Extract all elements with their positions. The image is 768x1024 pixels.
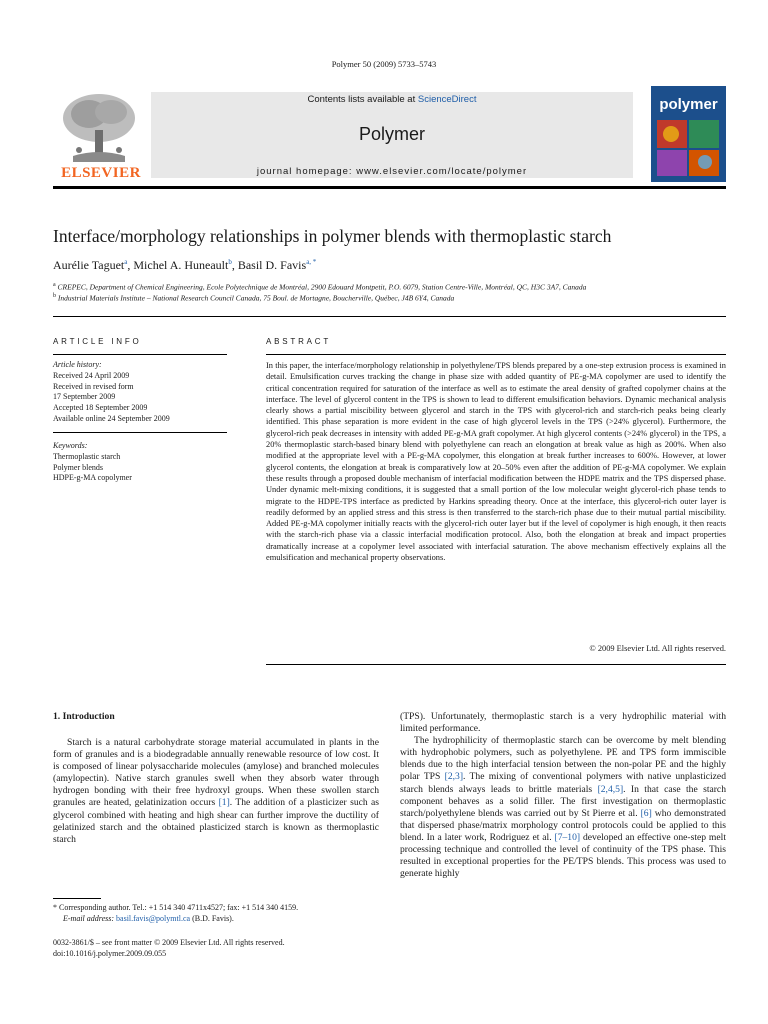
citation-link[interactable]: [1] — [218, 797, 230, 809]
abstract-copyright: © 2009 Elsevier Ltd. All rights reserved. — [589, 644, 726, 653]
keyword-item[interactable]: Thermoplastic starch — [53, 451, 121, 461]
author-separator: , — [127, 258, 134, 272]
contents-prefix: Contents lists available at — [307, 94, 418, 105]
abstract-text: In this paper, the interface/morphology relationship in polyethylene/TPS blends prepared by a one-step extrusion process is examined in detail. Emulsification curves tracking the change in phase size with added quantity of PE-g-MA copolymer are used to identify the critical concentration required for saturation of the interface as well as to estimate the areal density of grafted copolymer chains at the interface. The level of glycerol content in the TPS is shown to lead to different emulsification behaviors. Dynamic mechanical analysis clearly shows a partial miscibility between glycerol and starch in the TPS with glycerol-rich and starch-rich peaks being clearly identified. This phase separation is more evident in the case of high glycerol levels in the TPS (>24% glycerol). Furthermore, the glycerol-rich peak decreases in intensity with added PE-g-MA graft copolymer. At high glycerol contents (>24% glycerol) in the TPS, a 20% thermoplastic starch-based binary blend with polyethylene can reach an elongation at break value as high as 200%. When also modified at the appropriate level with a PE-g-MA copolymer, this elongation at break further increases to 600%. However, at lower glycerol contents, the elongation at break is comparatively low at 20–50% even after the addition of PE-g-MA copolymer. We explain these results through a proposed double mechanism of interfacial modification between the HDPE matrix and the TPS dispersed phase. Under dynamic melt-mixing conditions, it is suggested that a small portion of the low molecular weight glycerol-rich phase tends to migrate to the HDPE-TPS interface as predicted by Harkins spreading theory. Once at the interface, this glycerol-rich outer layer is readily deformed by an applied stress and this stress is then transferred to the starch-rich phase due to their mutual partial miscibility. Added PE-g-MA copolymer initially reacts with the glycerol-rich outer layer but if the level of copolymer is high enough, it then reacts with the starch-rich phase via a classic interfacial modification protocol. Also, both the elongation at break and impact properties dramatically increase at a copolymer level associated with interfacial saturation. The above mechanism effectively explains all the emulsification and mechanical property observations. — [266, 361, 726, 563]
affiliation-mark: b — [53, 293, 56, 299]
cover-art-icon — [651, 86, 726, 182]
journal-homepage-link[interactable]: journal homepage: www.elsevier.com/locate/polymer — [256, 166, 528, 177]
body-column-left — [53, 737, 379, 846]
sciencedirect-link[interactable]: ScienceDirect — [417, 94, 477, 105]
keywords-rule — [53, 432, 227, 433]
journal-masthead — [53, 86, 726, 186]
masthead-rule — [53, 186, 726, 189]
paragraph-text: The hydrophilicity of thermoplastic starch can be overcome by melt blending with hydrophobic polymers, such as polyethylene. PE and TPS form immiscible blends due to the high interfacial tension between the non-polar PE and the highly polar TPS — [400, 735, 726, 783]
header-divider — [53, 316, 726, 317]
email-link[interactable]: basil.favis@polymtl.ca — [116, 914, 191, 923]
front-matter — [53, 937, 285, 959]
author-name[interactable]: Basil D. Favis — [237, 258, 307, 272]
email-label: E-mail address: — [63, 914, 117, 923]
journal-info-box — [151, 92, 633, 178]
section-heading-introduction: 1. Introduction — [53, 711, 115, 722]
author-name[interactable]: Michel A. Huneault — [133, 258, 229, 272]
paragraph-text: . The mixing of conventional polymers with native unplasticized starch blends always leads to brittle materials — [400, 771, 726, 795]
affiliation-text: CREPEC, Department of Chemical Engineering, Ecole Polytechnique de Montréal, 2900 Edouard Montpetit, P.O. 6079, Station Centre-Ville, Montréal, QC, H3C 3A7, Canada — [57, 282, 587, 292]
body-column-right — [400, 711, 726, 880]
author-list — [53, 258, 316, 273]
body-paragraph: (TPS). Unfortunately, thermoplastic starch is a very hydrophilic material with limited performance. — [400, 711, 726, 735]
history-label: Article history: — [53, 360, 102, 369]
paragraph-text: who demonstrated that dispersed phase/matrix morphology control protocols could be applied to this blend. In a later work, Rodriguez et al. — [400, 807, 726, 843]
history-item: Available online 24 September 2009 — [53, 413, 170, 423]
author-separator: , — [231, 258, 238, 272]
paragraph-text: Starch is a natural carbohydrate storage material accumulated in plants in the form of granules and is a biodegradable annually renewable resource of low cost. It is composed of linear polysaccharide molecules (amylose) and branched molecules (amylopectin). Native starch granules swell when they absorb water through hydrogen bonding with their free hydroxyl groups. When these swollen starch granules are heated, gelatinization occurs — [53, 737, 379, 809]
citation-link[interactable]: [2,4,5] — [597, 783, 624, 795]
abstract-rule — [266, 354, 726, 355]
affiliation-text: Industrial Materials Institute – National Research Council Canada, 75 Boul. de Mortagne, Boucherville, Québec, J4B 6Y4, Canada — [57, 293, 455, 303]
citation-link[interactable]: [6] — [640, 807, 652, 819]
affiliation-mark: a — [53, 282, 56, 288]
article-history — [53, 360, 170, 425]
footnote-contact: * Corresponding author. Tel.: +1 514 340 4711x4527; fax: +1 514 340 4159. — [53, 903, 299, 912]
keyword-item[interactable]: HDPE-g-MA copolymer — [53, 473, 132, 483]
keyword-item[interactable]: Polymer blends — [53, 462, 103, 472]
paragraph-text: developed an effective one-step melt processing technique and controlled the level of continuity of the TPS phase. This resulted in exceptional properties for the PE/TPS blends. This process was used to generate highly — [400, 831, 726, 880]
history-item: 17 September 2009 — [53, 392, 116, 402]
journal-cover-thumbnail[interactable] — [651, 86, 726, 182]
affiliation — [53, 293, 454, 303]
article-title: Interface/morphology relationships in polymer blends with thermoplastic starch — [53, 226, 612, 246]
history-item: Accepted 18 September 2009 — [53, 403, 148, 413]
abstract-heading: ABSTRACT — [266, 337, 332, 346]
footnote-email-line — [53, 913, 298, 924]
body-paragraph — [400, 735, 726, 880]
abstract-bottom-rule — [266, 664, 726, 665]
publisher-name: ELSEVIER — [61, 165, 141, 181]
doi-link[interactable]: doi:10.1016/j.polymer.2009.09.055 — [53, 949, 167, 958]
body-paragraph — [53, 737, 379, 846]
contents-line — [151, 94, 633, 105]
author-affil-mark[interactable]: b — [228, 258, 232, 266]
cover-title: polymer — [659, 96, 718, 113]
history-item: Received 24 April 2009 — [53, 370, 130, 380]
article-info-rule — [53, 354, 227, 355]
corresponding-author-footnote — [53, 902, 298, 924]
author-name[interactable]: Aurélie Taguet — [53, 258, 125, 272]
footnote-rule — [53, 898, 101, 899]
citation-link[interactable]: [2,3] — [444, 771, 464, 783]
paragraph-text: . The addition of a plasticizer such as glycerol combined with heating and high shear can further improve the ductility of gelatinized starch and the obtained plasticized starch is known as thermoplastic starch — [53, 797, 380, 845]
affiliation — [53, 282, 586, 292]
journal-name: Polymer — [358, 124, 425, 144]
author-affil-mark[interactable]: a, * — [306, 258, 317, 266]
author-affil-mark[interactable]: a — [124, 258, 128, 266]
issn-line: 0032-3861/$ – see front matter © 2009 Elsevier Ltd. All rights reserved. — [53, 938, 285, 947]
keywords — [53, 441, 132, 484]
article-info-heading: ARTICLE INFO — [53, 337, 142, 346]
journal-citation: Polymer 50 (2009) 5733–5743 — [331, 59, 437, 69]
paragraph-text: . In that case the starch component behaves as a solid filler. The first investigation on thermoplastic starch/polyethylene blends was carried out by St Pierre et al. — [400, 783, 726, 819]
citation-link[interactable]: [7–10] — [554, 831, 581, 843]
email-suffix: (B.D. Favis). — [190, 914, 234, 923]
history-item: Received in revised form — [53, 381, 134, 391]
keywords-label: Keywords: — [53, 441, 88, 450]
elsevier-tree-icon — [59, 90, 139, 164]
publisher-logo[interactable] — [53, 86, 149, 186]
